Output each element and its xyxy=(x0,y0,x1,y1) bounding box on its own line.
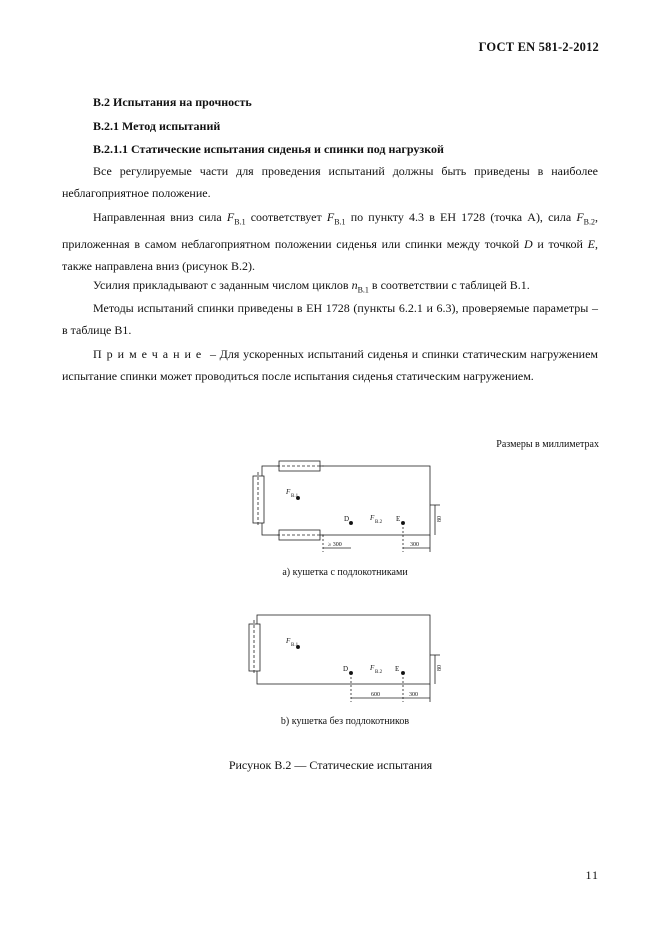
paragraph-back-tests: Методы испытаний спинки приведены в ЕН 1728 (пункты 6.2.1 и 6.3), проверяемые параметры – в таблице В1. xyxy=(62,301,598,337)
dim-left-label-a: ≥ 300 xyxy=(328,542,342,548)
point-e-b xyxy=(401,671,404,674)
paragraph-adjustable-parts: Все регулируемые части для проведения испытаний должны быть приведены в наиболее неблагоприятное положение. xyxy=(62,164,598,200)
subsubsection-heading: В.2.1.1 Статические испытания сиденья и спинки под нагрузкой xyxy=(93,142,444,156)
label-fb2-b: F xyxy=(370,664,375,672)
point-symbol: D xyxy=(523,237,533,252)
document-header: ГОСТ EN 581-2-2012 xyxy=(478,40,599,54)
dimensions-note: Размеры в миллиметрах xyxy=(496,439,599,450)
paragraph-cycles-text: Усилия прикладывают с заданным числом циклов xyxy=(93,278,352,292)
diagram-b xyxy=(249,615,440,702)
point-symbol: E xyxy=(587,237,595,252)
dim-right-label-a: 300 xyxy=(410,542,419,548)
force-symbol: F xyxy=(326,210,335,224)
dim-left-label-b: 600 xyxy=(371,692,380,698)
dim-vert-label-b: 80 xyxy=(437,665,443,671)
point-d-a xyxy=(349,521,352,524)
backrest-b xyxy=(249,624,260,671)
label-d-b: D xyxy=(343,665,349,673)
cycles-symbol: n xyxy=(351,278,358,292)
force-symbol: F xyxy=(576,210,584,224)
paragraph-forces-text: и точкой xyxy=(532,237,588,252)
label-fb2-a: F xyxy=(370,514,375,522)
couch-outline-a xyxy=(262,466,430,535)
force-symbol: F xyxy=(226,210,235,224)
label-fb1-a: F xyxy=(286,488,291,496)
label-fb1-b-sub: B.1 xyxy=(291,643,299,648)
point-d-b xyxy=(349,671,352,674)
label-e-a: E xyxy=(396,515,401,523)
paragraph-forces-text: по пункту 4.3 в ЕН 1728 (точка А), сила xyxy=(345,210,577,224)
label-fb2-b-sub: B.2 xyxy=(375,670,383,675)
figure-title: Рисунок В.2 — Статические испытания xyxy=(228,758,433,772)
label-d-a: D xyxy=(344,515,350,523)
paragraph-forces-text: , также направлена вниз (рисунок В.2). xyxy=(62,237,598,274)
backrest-a xyxy=(253,476,264,523)
force-subscript: B.1 xyxy=(334,217,346,227)
label-fb2-a-sub: B.2 xyxy=(375,520,383,525)
label-fb1-b: F xyxy=(286,637,291,645)
paragraph-forces-text: Направленная вниз сила xyxy=(93,210,227,224)
cycles-subscript: B.1 xyxy=(357,285,369,295)
paragraph-forces-text: , приложенная в самом неблагоприятном положении сиденья или спинки между точкой xyxy=(62,210,598,252)
force-subscript: B.2 xyxy=(583,217,595,227)
section-heading: В.2 Испытания на прочность xyxy=(93,95,252,109)
label-fb1-a-sub: B.1 xyxy=(291,494,299,499)
force-subscript: B.1 xyxy=(234,217,246,227)
page-number: 11 xyxy=(585,868,599,882)
dim-right-label-b: 300 xyxy=(409,692,418,698)
paragraph-forces-text: соответствует xyxy=(245,210,327,224)
point-e-a xyxy=(401,521,404,524)
diagram-a xyxy=(253,461,440,552)
caption-b: b) кушетка без подлокотников xyxy=(280,716,410,727)
paragraph-cycles-text: в соответствии с таблицей В.1. xyxy=(368,278,530,292)
label-e-b: E xyxy=(395,665,400,673)
note-label: Примечание xyxy=(93,347,207,361)
note-text: – Для ускоренных испытаний сиденья и спинки статическим нагружением испытание спинки может проводиться после испытания сиденья статическим нагружением. xyxy=(62,347,598,383)
caption-a: а) кушетка с подлокотниками xyxy=(282,567,408,578)
dim-vert-label-a: 80 xyxy=(437,516,443,522)
subsection-heading: В.2.1 Метод испытаний xyxy=(93,119,221,133)
